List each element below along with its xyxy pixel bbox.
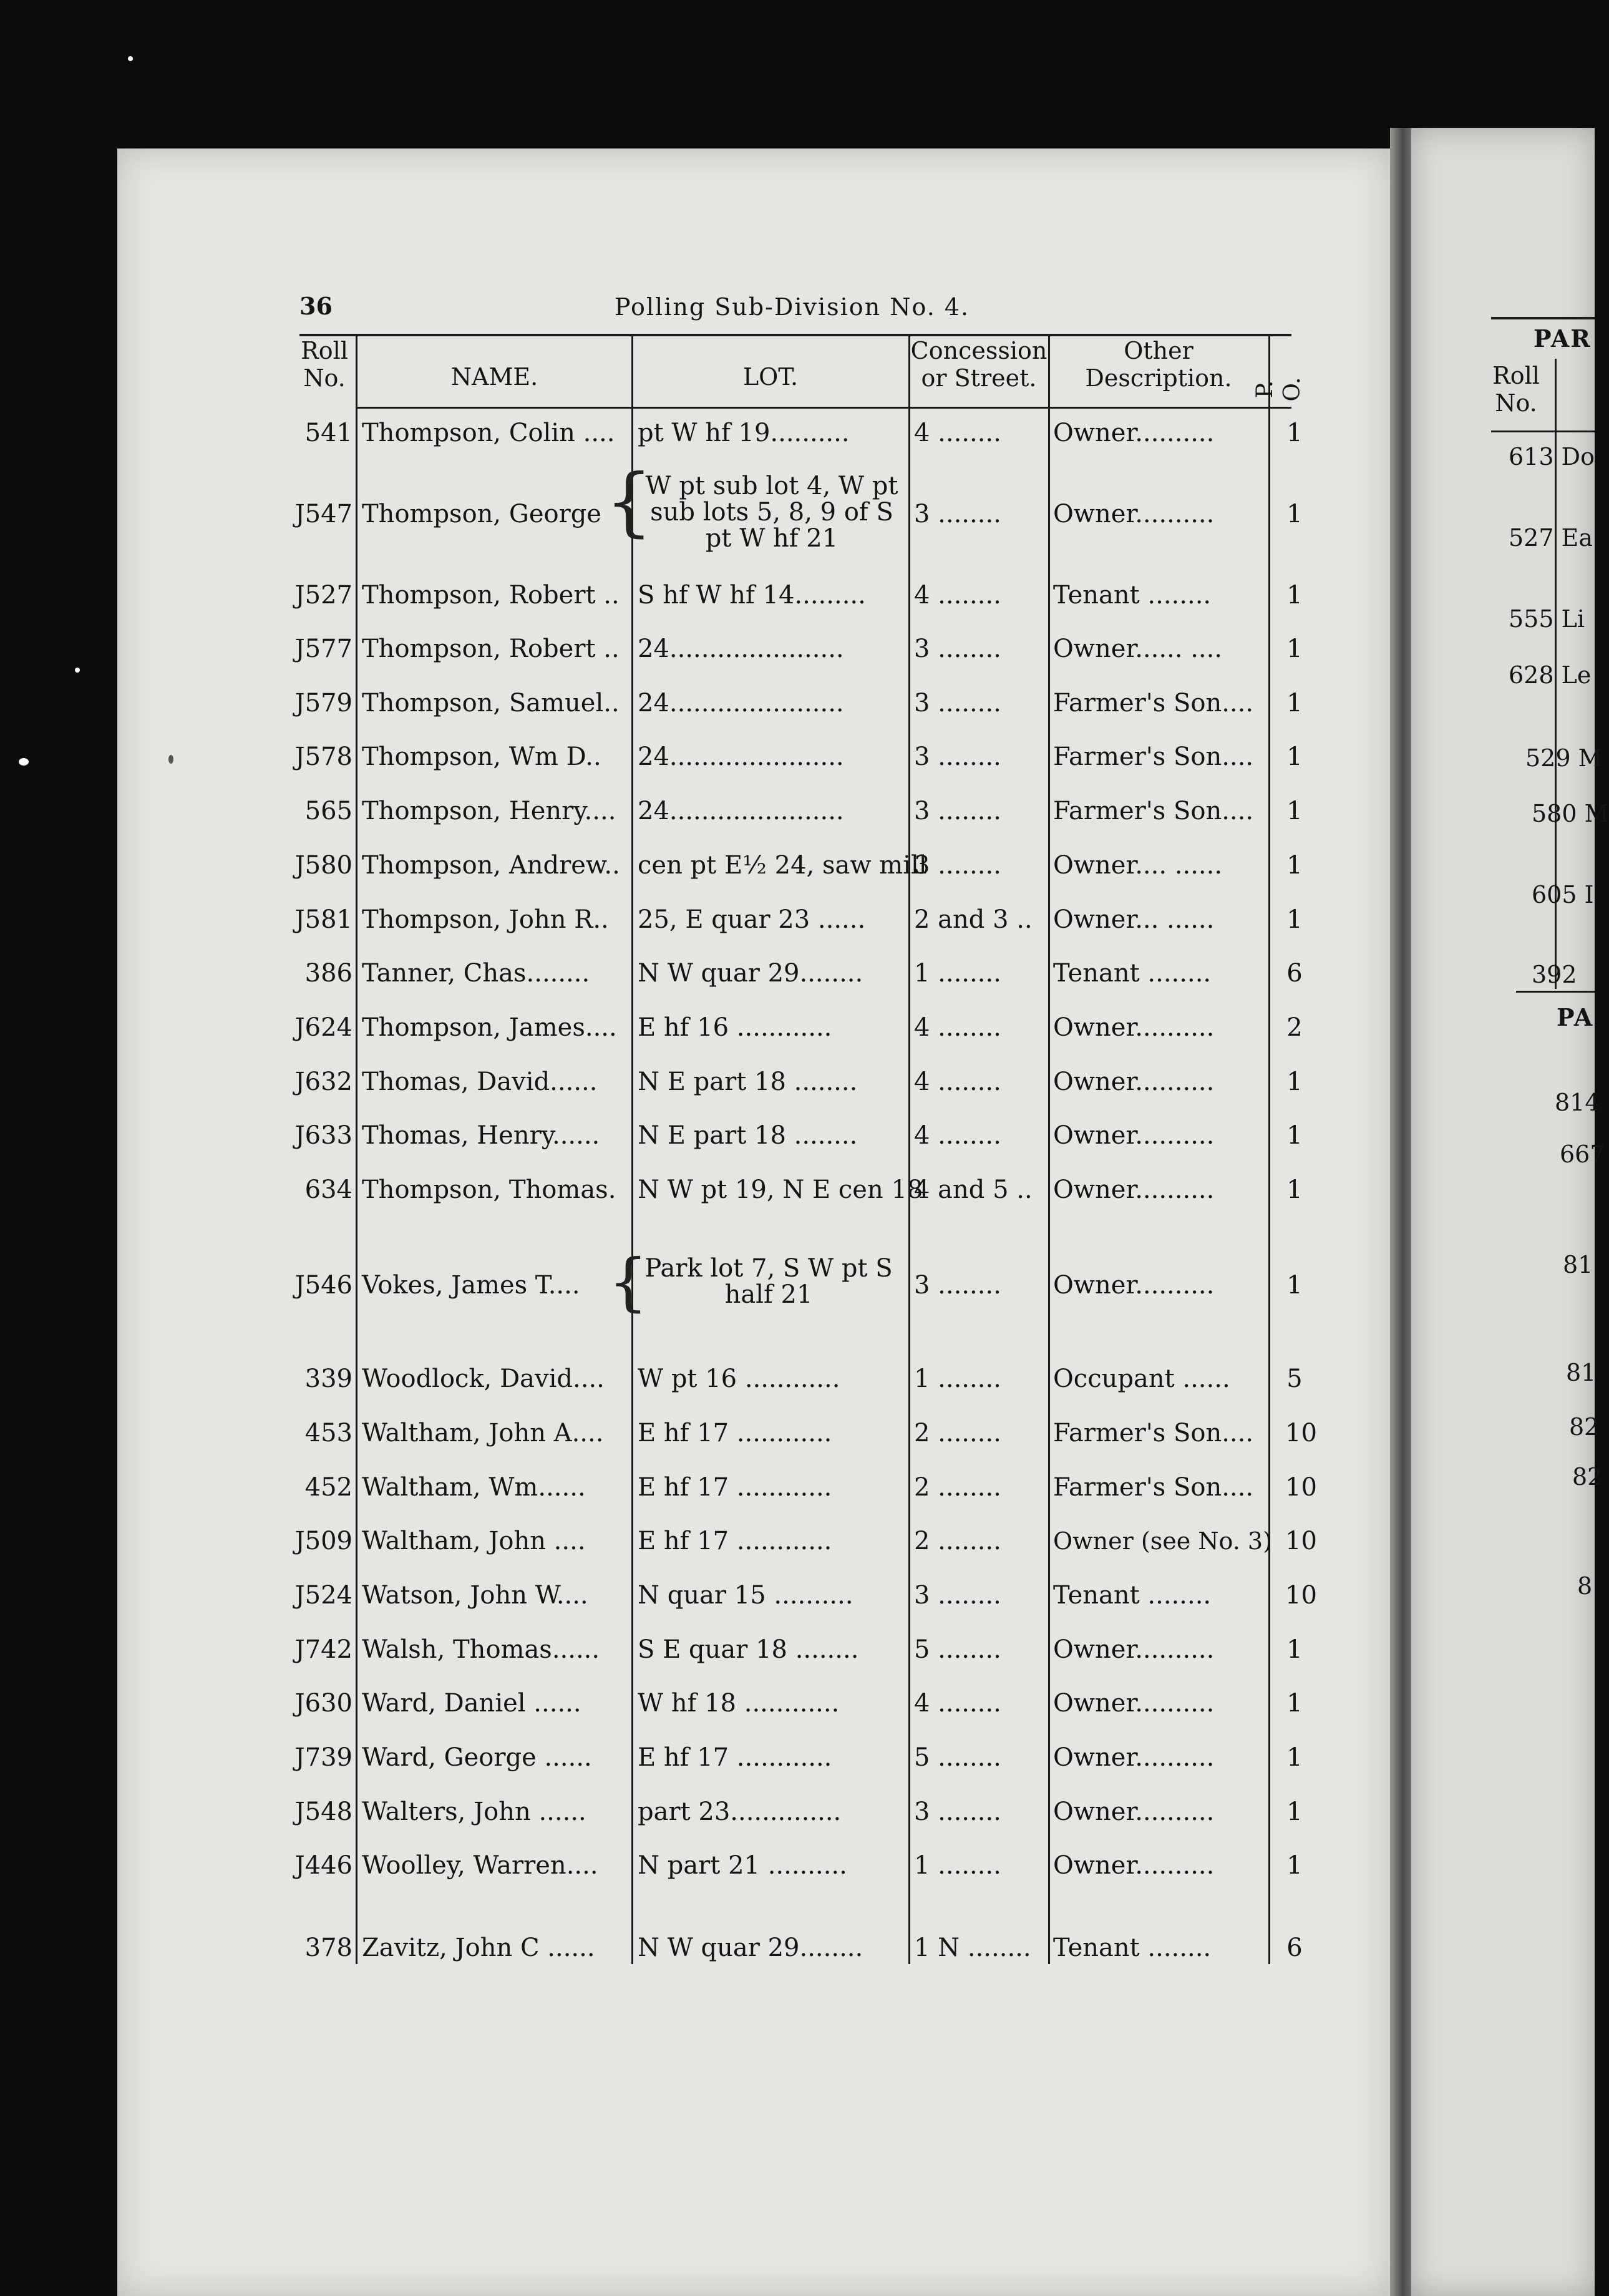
roll-number: J578	[294, 742, 352, 771]
post-office: 1	[1286, 905, 1303, 934]
voter-name: Thomas, Henry......	[362, 1121, 600, 1150]
post-office: 1	[1286, 1175, 1303, 1204]
voter-name: Thompson, Robert ..	[362, 581, 620, 610]
voter-name: Waltham, John ....	[362, 1527, 586, 1555]
post-office: 1	[1286, 1121, 1303, 1150]
lot: E hf 17 ............	[638, 1419, 832, 1447]
facing-entry: 82	[1572, 1463, 1603, 1491]
post-office: 1	[1286, 1068, 1303, 1096]
header-lot: LOT.	[742, 363, 799, 391]
description: Owner..........	[1053, 1851, 1215, 1880]
roll-number: J581	[294, 905, 352, 934]
voter-name: Watson, John W....	[362, 1581, 588, 1610]
post-office: 1	[1286, 1689, 1303, 1718]
post-office: 10	[1285, 1581, 1317, 1610]
concession: 4 ........	[914, 419, 1001, 447]
post-office: 1	[1286, 500, 1303, 528]
facing-entry: 527 Ea	[1509, 524, 1593, 552]
description: Owner..........	[1053, 419, 1215, 447]
lot: 24......................	[638, 689, 844, 718]
voter-name: Thompson, Andrew..	[362, 851, 620, 880]
col-divider-description	[1048, 336, 1050, 1964]
page-title: Polling Sub-Division No. 4.	[615, 293, 970, 321]
post-office: 1	[1286, 1851, 1303, 1880]
post-office: 10	[1285, 1419, 1317, 1447]
voter-name: Walters, John ......	[362, 1797, 586, 1826]
roll-number: J527	[294, 581, 352, 610]
page	[117, 148, 1390, 2296]
concession: 1 ........	[914, 1364, 1001, 1393]
facing-entry: 81	[1566, 1359, 1597, 1386]
lot: E hf 17 ............	[638, 1527, 832, 1555]
lot: E hf 16 ............	[638, 1013, 832, 1042]
roll-number: 386	[304, 959, 352, 988]
description: Tenant ........	[1053, 1581, 1212, 1610]
scan-speck	[19, 758, 29, 766]
lot: part 23..............	[638, 1797, 842, 1826]
lot: 24......................	[638, 635, 844, 663]
concession: 1 N ........	[914, 1934, 1031, 1962]
description: Owner..........	[1053, 1635, 1215, 1664]
roll-number: J446	[294, 1851, 352, 1880]
header-name: NAME.	[450, 363, 538, 391]
roll-number: 634	[304, 1175, 352, 1204]
voter-name: Thompson, Wm D..	[362, 742, 601, 771]
facing-entry: 392	[1532, 961, 1577, 988]
facing-entry: 81	[1563, 1251, 1593, 1278]
roll-number: J742	[294, 1635, 352, 1664]
post-office: 6	[1286, 1934, 1303, 1962]
lot: N part 21 ..........	[638, 1851, 847, 1880]
lot: E hf 17 ............	[638, 1743, 832, 1772]
lot: W pt sub lot 4, W pt sub lots 5, 8, 9 of S pt W hf 21	[645, 472, 898, 553]
voter-name: Ward, Daniel ......	[362, 1689, 581, 1718]
facing-entry: 580 M	[1532, 800, 1609, 827]
description: Owner..........	[1053, 500, 1215, 528]
description: Owner... ......	[1053, 905, 1215, 934]
voter-name: Thompson, Thomas.	[362, 1175, 616, 1204]
description: Owner..........	[1053, 1013, 1215, 1042]
roll-number: J524	[294, 1581, 352, 1610]
roll-number: J579	[294, 689, 352, 718]
voter-name: Woolley, Warren....	[362, 1851, 598, 1880]
voter-name: Thompson, Colin ....	[362, 419, 615, 447]
voter-name: Waltham, John A....	[362, 1419, 604, 1447]
facing-entry: 529 M	[1525, 744, 1603, 772]
lot: N W quar 29........	[638, 959, 863, 988]
col-divider-name	[356, 336, 357, 1964]
lot: Park lot 7, S W pt S half 21	[644, 1254, 893, 1309]
facing-header-rule	[1491, 430, 1595, 432]
facing-bottom-rule	[1516, 991, 1595, 993]
description: Farmer's Son....	[1053, 1473, 1254, 1502]
brace-glyph: {	[605, 459, 653, 545]
description: Owner.... ......	[1053, 851, 1223, 880]
concession: 3 ........	[914, 1271, 1001, 1300]
voter-name: Vokes, James T....	[362, 1271, 580, 1300]
header-other-description: Other Description.	[1085, 337, 1232, 392]
description: Tenant ........	[1053, 1934, 1212, 1962]
post-office: 1	[1286, 635, 1303, 663]
roll-number: J633	[294, 1121, 352, 1150]
roll-number: J580	[294, 851, 352, 880]
brace-glyph: {	[608, 1245, 648, 1318]
col-divider-concession	[908, 336, 910, 1964]
facing-entry: 8	[1577, 1572, 1593, 1600]
roll-number: J739	[294, 1743, 352, 1772]
lot: 24......................	[638, 797, 844, 825]
description: Owner..........	[1053, 1175, 1215, 1204]
description: Owner...... ....	[1053, 635, 1223, 663]
voter-name: Waltham, Wm......	[362, 1473, 586, 1502]
lot: W pt 16 ............	[638, 1364, 840, 1393]
concession: 4 ........	[914, 1689, 1001, 1718]
description: Owner..........	[1053, 1689, 1215, 1718]
concession: 5 ........	[914, 1743, 1001, 1772]
roll-number: 452	[304, 1473, 352, 1502]
lot: N quar 15 ..........	[638, 1581, 853, 1610]
concession: 3 ........	[914, 1797, 1001, 1826]
roll-number: 565	[304, 797, 352, 825]
lot: N E part 18 ........	[638, 1121, 858, 1150]
post-office: 1	[1286, 419, 1303, 447]
lot: N W pt 19, N E cen 18	[638, 1175, 923, 1204]
roll-number: J577	[294, 635, 352, 663]
lot: E hf 17 ............	[638, 1473, 832, 1502]
concession: 2 and 3 ..	[914, 905, 1033, 934]
concession: 4 and 5 ..	[914, 1175, 1033, 1204]
concession: 3 ........	[914, 635, 1001, 663]
lot: 24......................	[638, 742, 844, 771]
voter-name: Thompson, Robert ..	[362, 635, 620, 663]
concession: 3 ........	[914, 689, 1001, 718]
description: Owner..........	[1053, 1743, 1215, 1772]
post-office: 1	[1286, 1271, 1303, 1300]
facing-header: PAR	[1534, 324, 1592, 353]
lot: N E part 18 ........	[638, 1068, 858, 1096]
roll-number: J547	[294, 500, 352, 528]
facing-entry: 628 Le	[1509, 661, 1592, 689]
description: Tenant ........	[1053, 581, 1212, 610]
facing-entry: 667	[1560, 1141, 1605, 1168]
concession: 4 ........	[914, 1068, 1001, 1096]
facing-top-rule	[1491, 317, 1595, 319]
post-office: 1	[1286, 581, 1303, 610]
voter-name: Thompson, James....	[362, 1013, 617, 1042]
description: Tenant ........	[1053, 959, 1212, 988]
facing-entry: 605 I	[1532, 881, 1594, 908]
facing-entry: 555 Li	[1509, 605, 1585, 633]
voter-name: Thompson, Henry....	[362, 797, 616, 825]
roll-number: J632	[294, 1068, 352, 1096]
voter-name: Thomas, David......	[362, 1068, 598, 1096]
description: Owner..........	[1053, 1271, 1215, 1300]
concession: 2 ........	[914, 1419, 1001, 1447]
description: Owner (see No. 3)	[1053, 1527, 1272, 1555]
binding-gutter	[1390, 128, 1411, 2296]
voter-name: Thompson, George	[362, 500, 601, 528]
lot: S E quar 18 ........	[638, 1635, 859, 1664]
description: Farmer's Son....	[1053, 1419, 1254, 1447]
post-office: 2	[1286, 1013, 1303, 1042]
lot: pt W hf 19..........	[638, 419, 850, 447]
description: Farmer's Son....	[1053, 797, 1254, 825]
concession: 1 ........	[914, 959, 1001, 988]
concession: 5 ........	[914, 1635, 1001, 1664]
concession: 2 ........	[914, 1527, 1001, 1555]
concession: 3 ........	[914, 1581, 1001, 1610]
voter-name: Tanner, Chas........	[362, 959, 590, 988]
voter-name: Ward, George ......	[362, 1743, 592, 1772]
roll-number: J509	[294, 1527, 352, 1555]
concession: 3 ........	[914, 851, 1001, 880]
post-office: 1	[1286, 797, 1303, 825]
lot: W hf 18 ............	[638, 1689, 840, 1718]
header-po: P. O.	[1252, 377, 1305, 402]
roll-number: J630	[294, 1689, 352, 1718]
post-office: 1	[1286, 1797, 1303, 1826]
lot: cen pt E½ 24, saw mill	[638, 851, 927, 880]
post-office: 10	[1285, 1473, 1317, 1502]
description: Occupant ......	[1053, 1364, 1230, 1393]
concession: 4 ........	[914, 581, 1001, 610]
description: Owner..........	[1053, 1068, 1215, 1096]
post-office: 1	[1286, 742, 1303, 771]
facing-entry: 814	[1555, 1089, 1600, 1116]
voter-name: Walsh, Thomas......	[362, 1635, 600, 1664]
post-office: 10	[1285, 1527, 1317, 1555]
description: Owner..........	[1053, 1797, 1215, 1826]
concession: 3 ........	[914, 500, 1001, 528]
scan-speck	[128, 56, 133, 61]
facing-entry: 82	[1569, 1413, 1600, 1441]
facing-sub-header: PA	[1557, 1003, 1594, 1031]
roll-number: J546	[294, 1271, 352, 1300]
roll-number: 453	[304, 1419, 352, 1447]
voter-name: Thompson, John R..	[362, 905, 609, 934]
lot: N W quar 29........	[638, 1934, 863, 1962]
post-office: 1	[1286, 1635, 1303, 1664]
roll-number: J548	[294, 1797, 352, 1826]
post-office: 1	[1286, 851, 1303, 880]
col-divider-po	[1268, 336, 1270, 1964]
description: Owner..........	[1053, 1121, 1215, 1150]
concession: 1 ........	[914, 1851, 1001, 1880]
roll-number: J624	[294, 1013, 352, 1042]
col-divider-lot	[631, 336, 633, 1964]
table-top-rule	[299, 334, 1291, 336]
concession: 4 ........	[914, 1121, 1001, 1150]
concession: 2 ........	[914, 1473, 1001, 1502]
voter-name: Zavitz, John C ......	[362, 1934, 595, 1962]
description: Farmer's Son....	[1053, 742, 1254, 771]
header-roll-no: Roll No.	[301, 337, 348, 392]
scan-speck	[168, 755, 173, 764]
concession: 4 ........	[914, 1013, 1001, 1042]
page-number: 36	[299, 292, 333, 320]
header-concession: Concession or Street.	[910, 337, 1048, 392]
roll-number: 339	[304, 1364, 352, 1393]
header-bottom-rule	[356, 407, 1291, 409]
concession: 3 ........	[914, 742, 1001, 771]
post-office: 5	[1286, 1364, 1303, 1393]
voter-name: Woodlock, David....	[362, 1364, 605, 1393]
post-office: 6	[1286, 959, 1303, 988]
post-office: 1	[1286, 689, 1303, 718]
facing-roll-label: Roll No.	[1492, 362, 1540, 417]
roll-number: 378	[304, 1934, 352, 1962]
scan-speck	[75, 668, 80, 673]
lot: S hf W hf 14.........	[638, 581, 866, 610]
facing-entry: 613 Do	[1509, 443, 1595, 470]
concession: 3 ........	[914, 797, 1001, 825]
voter-name: Thompson, Samuel..	[362, 689, 620, 718]
post-office: 1	[1286, 1743, 1303, 1772]
lot: 25, E quar 23 ......	[638, 905, 866, 934]
roll-number: 541	[304, 419, 352, 447]
description: Farmer's Son....	[1053, 689, 1254, 718]
